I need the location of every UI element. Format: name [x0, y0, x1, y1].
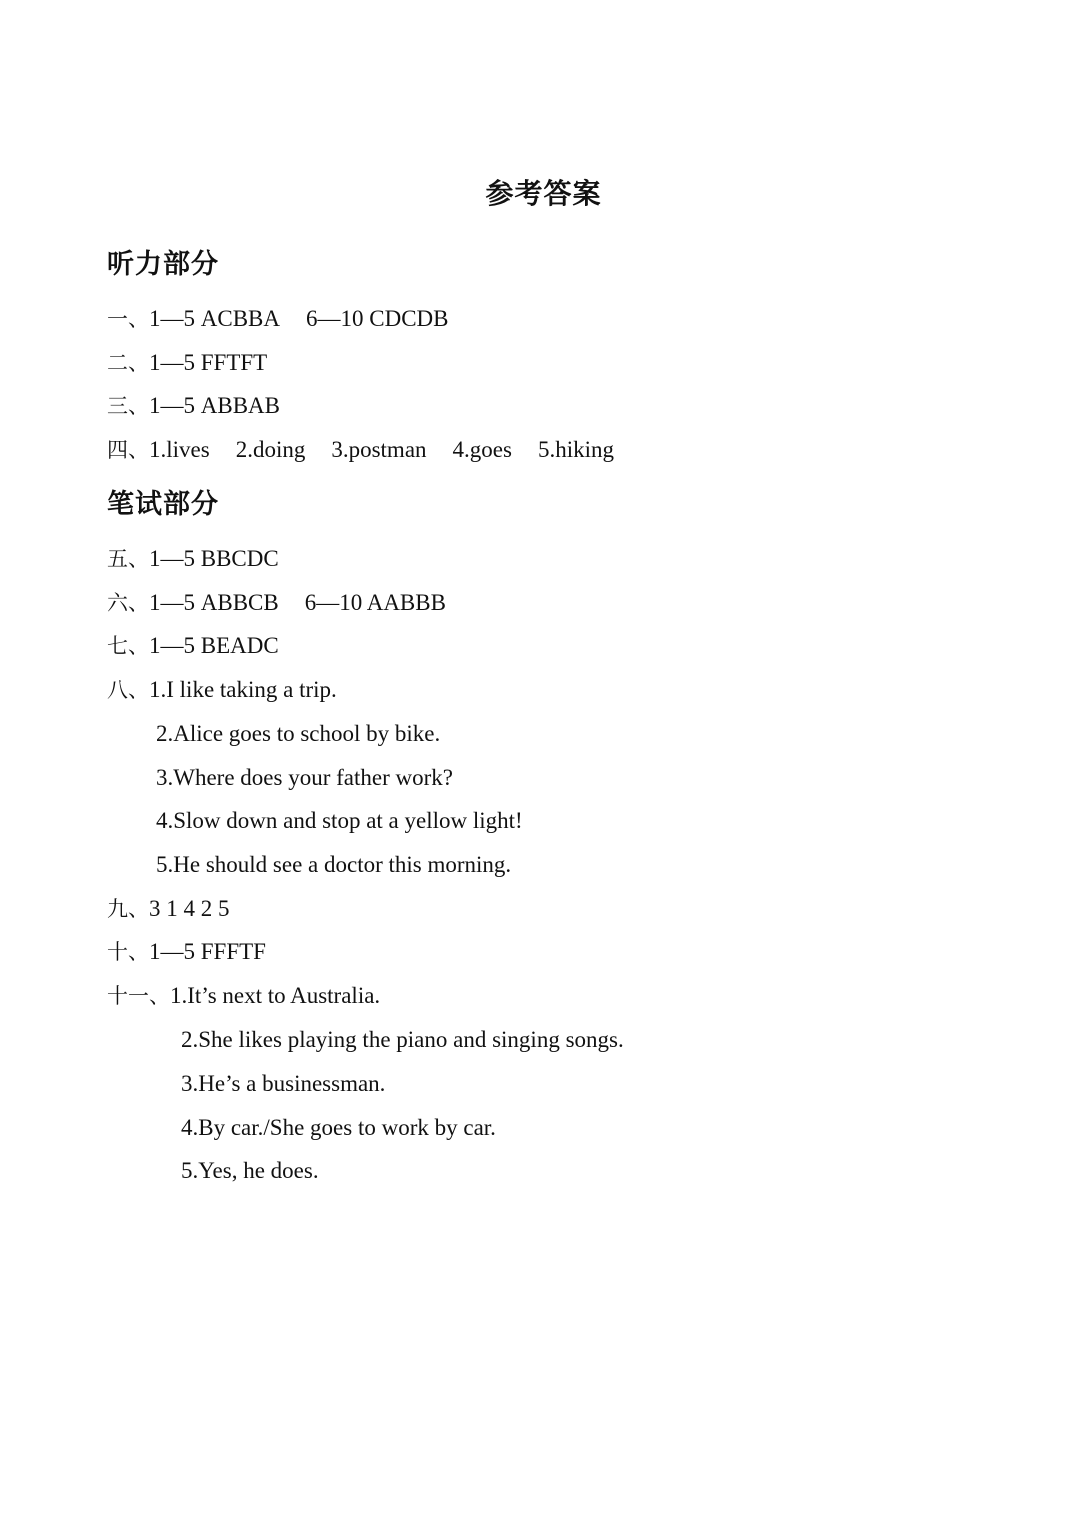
answer-part-a: 1—5 ABBCB — [149, 590, 279, 615]
answer-part-a: 1—5 BBCDC — [149, 546, 279, 571]
answer-part-a: 1—5 BEADC — [149, 633, 279, 658]
answer-sentence: 1.I like taking a trip. — [149, 677, 337, 702]
answer-row-6 — [107, 588, 446, 618]
row-marker: 十、 — [107, 940, 149, 964]
row-marker: 九、 — [107, 897, 149, 921]
answer-word: 4.goes — [452, 437, 512, 462]
written-section-heading: 笔试部分 — [107, 489, 219, 520]
answer-part-a: 3 1 4 2 5 — [149, 896, 230, 921]
row-marker: 二、 — [107, 351, 149, 375]
answer-word: 1.lives — [149, 437, 210, 462]
answer-part-a: 1—5 ABBAB — [149, 393, 280, 418]
answer-sentence-line: 5.Yes, he does. — [181, 1158, 319, 1183]
answer-part-b: 6—10 AABBB — [304, 590, 446, 615]
answer-sentence-line: 3.He’s a businessman. — [181, 1071, 386, 1096]
answer-part-a: 1—5 FFFTF — [149, 939, 266, 964]
answer-sentence-line: 2.Alice goes to school by bike. — [156, 721, 441, 746]
answer-part-a: 1—5 FFTFT — [149, 350, 268, 375]
answer-row-9 — [107, 894, 230, 924]
answer-row-4 — [107, 435, 614, 465]
answer-word: 5.hiking — [537, 437, 614, 462]
answer-row-11 — [107, 981, 380, 1011]
answer-part-a: 1—5 ACBBA — [149, 306, 280, 331]
answer-sentence: 1.It’s next to Australia. — [170, 983, 381, 1008]
answer-sentence-line: 4.Slow down and stop at a yellow light! — [156, 808, 523, 833]
answer-row-2 — [107, 348, 267, 378]
row-marker: 三、 — [107, 394, 149, 418]
page-title: 参考答案 — [485, 177, 602, 210]
answer-word: 2.doing — [235, 437, 306, 462]
row-marker: 八、 — [107, 678, 149, 702]
answer-row-1 — [107, 304, 449, 334]
row-marker: 四、 — [107, 438, 149, 462]
answer-row-5 — [107, 544, 279, 574]
answer-sentence-line: 3.Where does your father work? — [156, 765, 453, 790]
answer-sentence-line: 2.She likes playing the piano and singing songs. — [181, 1027, 624, 1052]
answer-row-10 — [107, 937, 266, 967]
row-marker: 一、 — [107, 307, 149, 331]
listening-section-heading: 听力部分 — [107, 249, 219, 280]
answer-word: 3.postman — [331, 437, 427, 462]
row-marker: 六、 — [107, 591, 149, 615]
row-marker: 七、 — [107, 634, 149, 658]
answer-row-7 — [107, 631, 279, 661]
answer-part-b: 6—10 CDCDB — [306, 306, 449, 331]
answer-sentence-line: 5.He should see a doctor this morning. — [156, 852, 512, 877]
answer-row-8 — [107, 675, 337, 705]
answer-sentence-line: 4.By car./She goes to work by car. — [181, 1115, 496, 1140]
row-marker: 十一、 — [107, 984, 170, 1008]
answer-row-3 — [107, 391, 280, 421]
row-marker: 五、 — [107, 547, 149, 571]
